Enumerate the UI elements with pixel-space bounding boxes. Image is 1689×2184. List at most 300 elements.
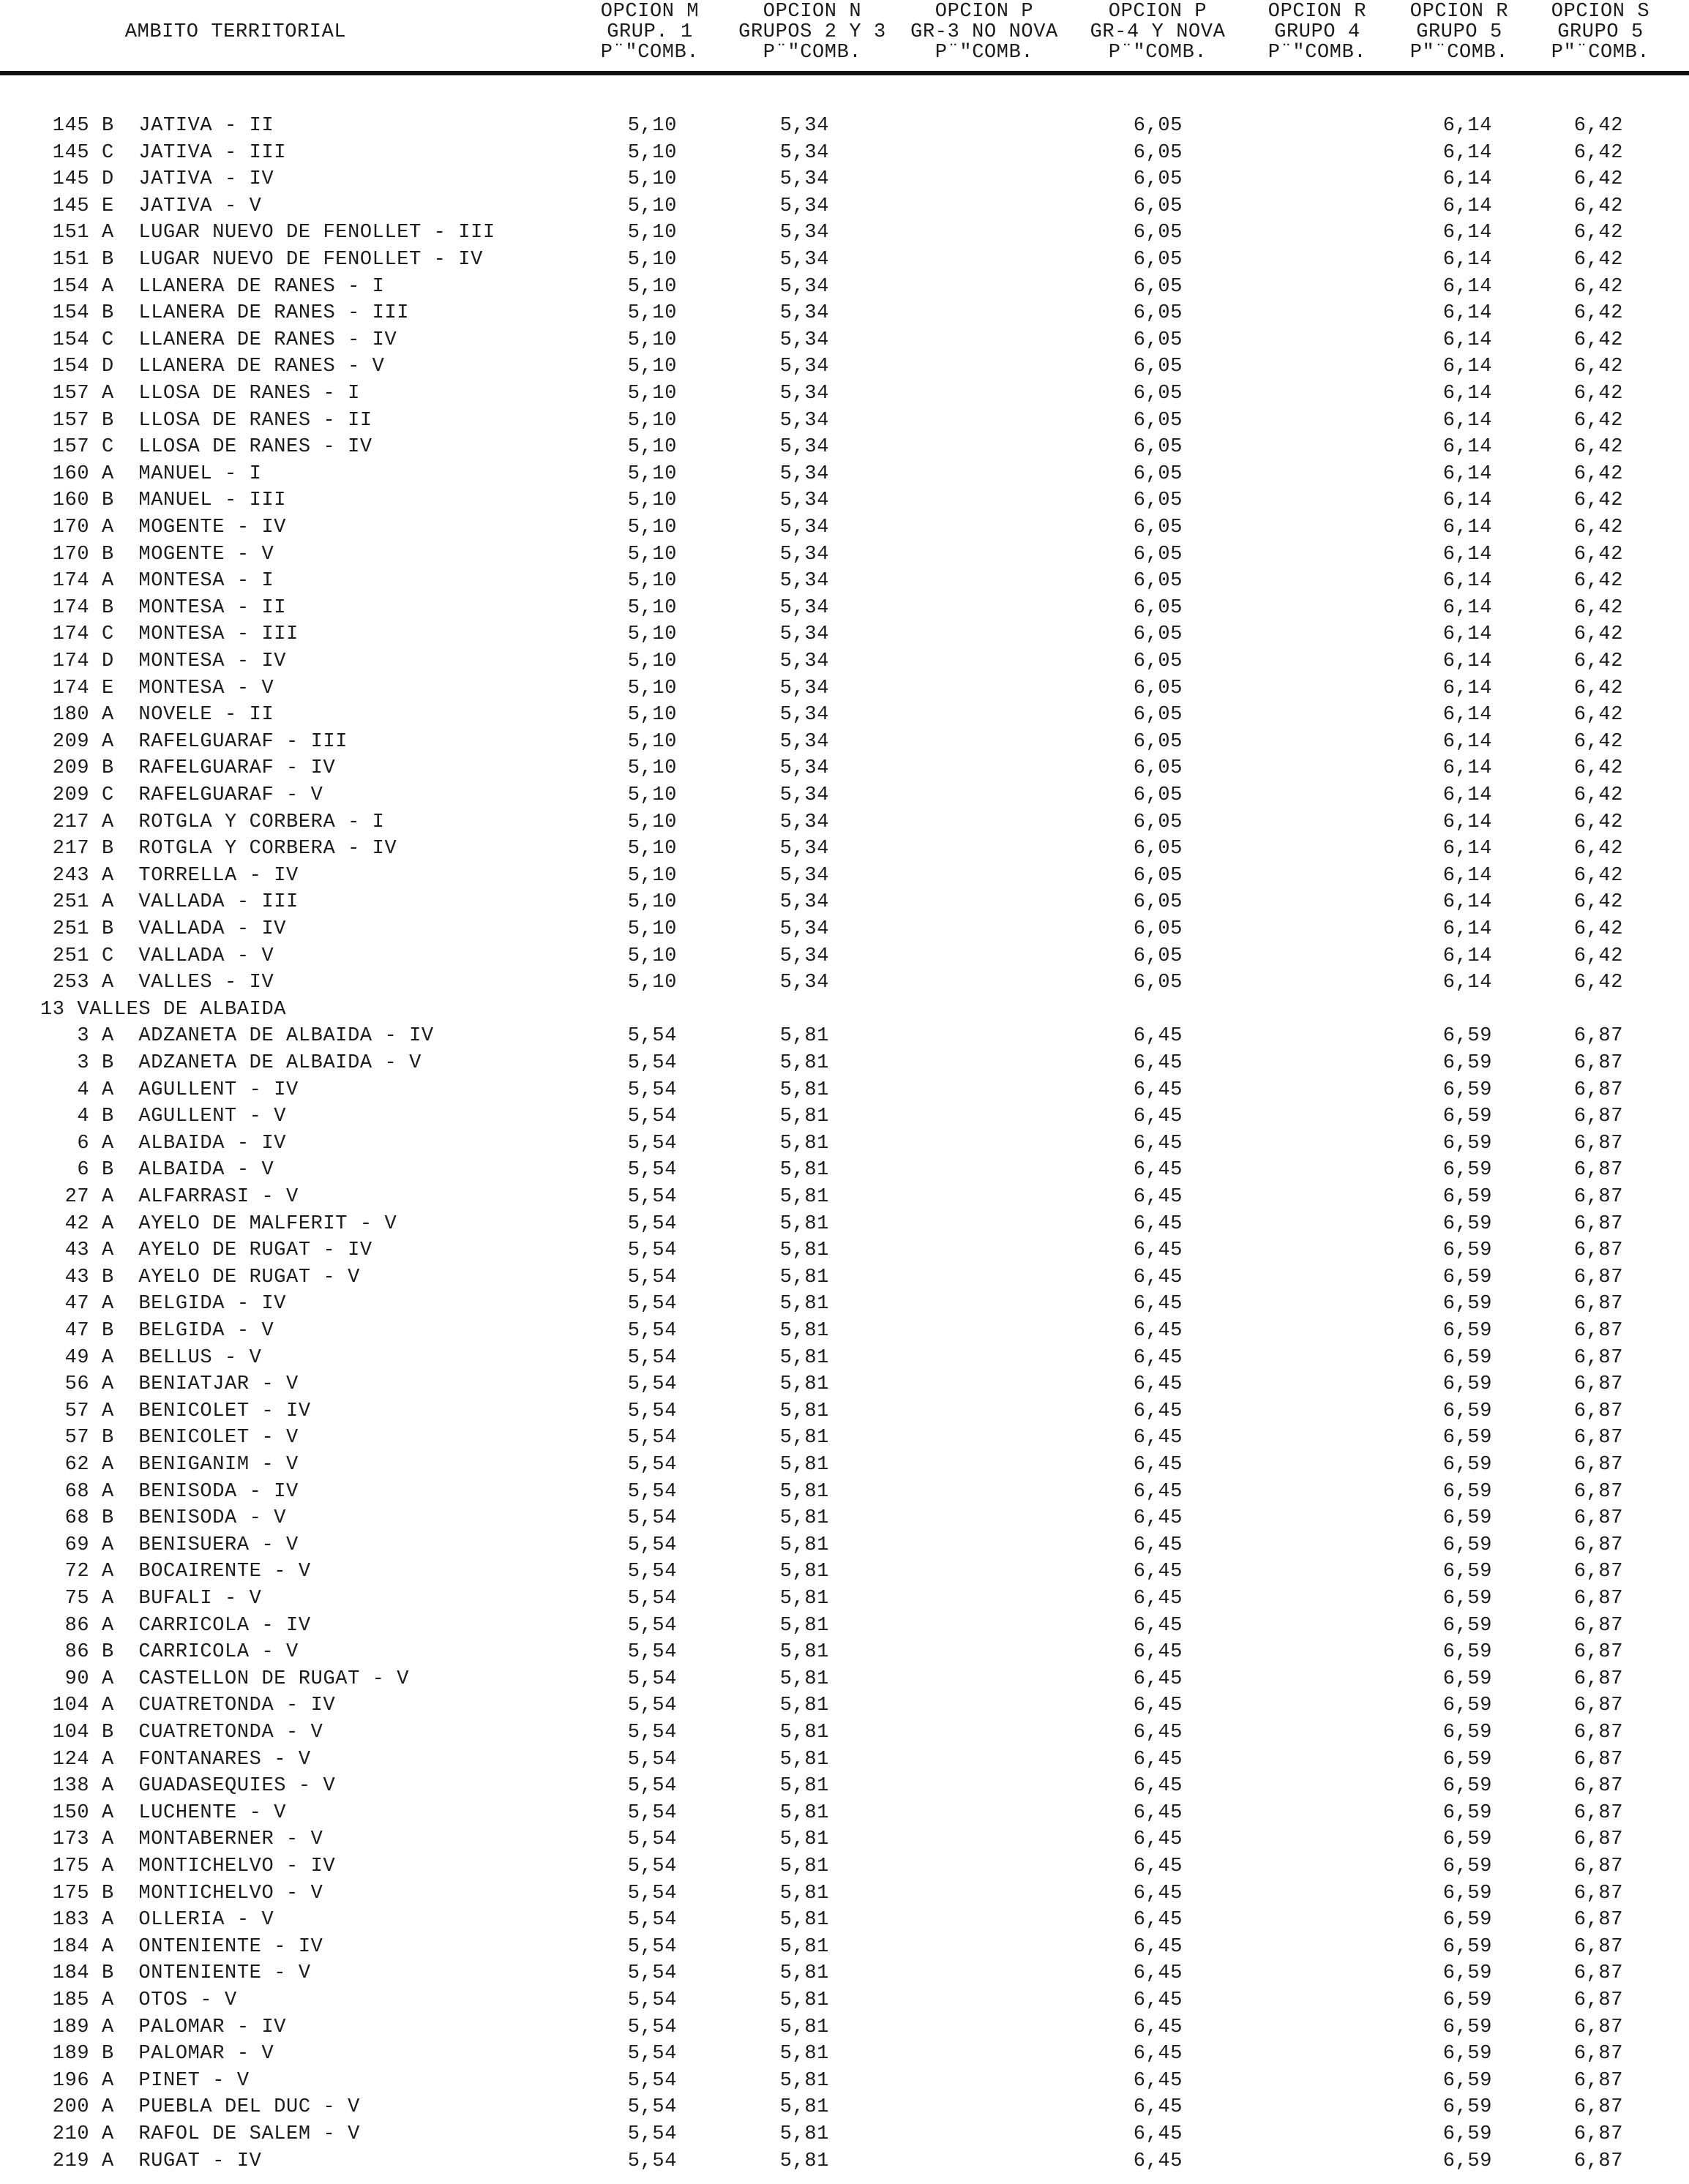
- cell-opcion-s-grupo5: 6,42: [1573, 704, 1623, 727]
- cell-opcion-r-grupo5: 6,59: [1442, 1132, 1492, 1155]
- row-label: 47 A BELGIDA - IV: [40, 1293, 287, 1316]
- row-label: 184 B ONTENIENTE - V: [40, 1962, 311, 1985]
- cell-opcion-p-gr4-y-nova: 6,05: [1133, 891, 1183, 914]
- cell-opcion-s-grupo5: 6,87: [1573, 2123, 1623, 2145]
- cell-opcion-p-gr4-y-nova: 6,45: [1133, 1159, 1183, 1182]
- section-label: 13 VALLES DE ALBAIDA: [40, 998, 287, 1021]
- cell-opcion-n-grupos-2-3: 5,34: [779, 543, 829, 566]
- cell-opcion-p-gr4-y-nova: 6,45: [1133, 1935, 1183, 1958]
- cell-opcion-s-grupo5: 6,42: [1573, 517, 1623, 539]
- cell-opcion-p-gr4-y-nova: 6,05: [1133, 704, 1183, 727]
- cell-opcion-r-grupo5: 6,14: [1442, 972, 1492, 994]
- cell-opcion-n-grupos-2-3: 5,81: [779, 1695, 829, 1717]
- cell-opcion-m-grup1: 5,54: [627, 1293, 677, 1316]
- table-row: [0, 864, 1689, 889]
- cell-opcion-r-grupo5: 6,14: [1442, 570, 1492, 593]
- cell-opcion-r-grupo5: 6,14: [1442, 838, 1492, 860]
- cell-opcion-n-grupos-2-3: 5,81: [779, 1722, 829, 1744]
- row-label: 200 A PUEBLA DEL DUC - V: [40, 2096, 360, 2119]
- table-row: [0, 1748, 1689, 1773]
- row-label: 173 A MONTABERNER - V: [40, 1828, 323, 1851]
- column-header-line2: GRUPO 5: [1557, 21, 1644, 43]
- cell-opcion-n-grupos-2-3: 5,34: [779, 596, 829, 619]
- cell-opcion-m-grup1: 5,54: [627, 1855, 677, 1877]
- cell-opcion-m-grup1: 5,54: [627, 1427, 677, 1449]
- table-row: [0, 1132, 1689, 1157]
- column-header-line2: GRUPOS 2 Y 3: [738, 21, 886, 43]
- cell-opcion-p-gr4-y-nova: 6,45: [1133, 1480, 1183, 1503]
- cell-opcion-p-gr4-y-nova: 6,45: [1133, 1614, 1183, 1637]
- cell-opcion-p-gr4-y-nova: 6,45: [1133, 1962, 1183, 1985]
- row-label: 150 A LUCHENTE - V: [40, 1801, 287, 1824]
- table-row: [0, 2016, 1689, 2041]
- table-row: [0, 2069, 1689, 2094]
- cell-opcion-n-grupos-2-3: 5,81: [779, 1427, 829, 1449]
- table-row: [0, 1506, 1689, 1531]
- table-row: [0, 1453, 1689, 1478]
- column-header-line3: P¨"COMB.: [1108, 42, 1207, 64]
- cell-opcion-r-grupo5: 6,14: [1442, 784, 1492, 806]
- cell-opcion-m-grup1: 5,10: [627, 704, 677, 727]
- cell-opcion-p-gr4-y-nova: 6,05: [1133, 249, 1183, 271]
- cell-opcion-r-grupo5: 6,59: [1442, 2016, 1492, 2038]
- table-row: [0, 1051, 1689, 1076]
- table-row: [0, 1614, 1689, 1639]
- row-label: 217 B ROTGLA Y CORBERA - IV: [40, 838, 397, 860]
- row-label: 174 B MONTESA - II: [40, 596, 287, 619]
- cell-opcion-m-grup1: 5,10: [627, 329, 677, 351]
- cell-opcion-p-gr4-y-nova: 6,45: [1133, 1052, 1183, 1074]
- cell-opcion-m-grup1: 5,10: [627, 141, 677, 164]
- cell-opcion-r-grupo5: 6,59: [1442, 1266, 1492, 1288]
- cell-opcion-r-grupo5: 6,59: [1442, 1052, 1492, 1074]
- cell-opcion-n-grupos-2-3: 5,81: [779, 1454, 829, 1476]
- cell-opcion-r-grupo5: 6,14: [1442, 462, 1492, 485]
- cell-opcion-m-grup1: 5,10: [627, 115, 677, 137]
- cell-opcion-m-grup1: 5,10: [627, 838, 677, 860]
- cell-opcion-p-gr4-y-nova: 6,05: [1133, 918, 1183, 940]
- row-label: 6 B ALBAIDA - V: [40, 1159, 274, 1182]
- cell-opcion-s-grupo5: 6,42: [1573, 302, 1623, 325]
- cell-opcion-m-grup1: 5,54: [627, 1373, 677, 1396]
- cell-opcion-s-grupo5: 6,42: [1573, 275, 1623, 298]
- cell-opcion-m-grup1: 5,54: [627, 1882, 677, 1905]
- cell-opcion-r-grupo5: 6,59: [1442, 1293, 1492, 1316]
- row-label: 47 B BELGIDA - V: [40, 1320, 274, 1342]
- cell-opcion-n-grupos-2-3: 5,34: [779, 115, 829, 137]
- cell-opcion-n-grupos-2-3: 5,34: [779, 409, 829, 432]
- cell-opcion-r-grupo5: 6,59: [1442, 1722, 1492, 1744]
- row-label: 151 B LUGAR NUEVO DE FENOLLET - IV: [40, 249, 483, 271]
- cell-opcion-s-grupo5: 6,87: [1573, 1882, 1623, 1905]
- cell-opcion-p-gr4-y-nova: 6,05: [1133, 115, 1183, 137]
- cell-opcion-s-grupo5: 6,42: [1573, 409, 1623, 432]
- cell-opcion-n-grupos-2-3: 5,34: [779, 704, 829, 727]
- table-row: [0, 1426, 1689, 1451]
- cell-opcion-m-grup1: 5,54: [627, 1346, 677, 1369]
- cell-opcion-p-gr4-y-nova: 6,45: [1133, 1667, 1183, 1690]
- cell-opcion-n-grupos-2-3: 5,34: [779, 570, 829, 593]
- row-label: 43 B AYELO DE RUGAT - V: [40, 1266, 360, 1288]
- cell-opcion-s-grupo5: 6,87: [1573, 1909, 1623, 1932]
- cell-opcion-p-gr4-y-nova: 6,45: [1133, 1801, 1183, 1824]
- cell-opcion-n-grupos-2-3: 5,34: [779, 891, 829, 914]
- row-label: 251 C VALLADA - V: [40, 945, 274, 967]
- row-label: 151 A LUGAR NUEVO DE FENOLLET - III: [40, 222, 495, 244]
- cell-opcion-r-grupo5: 6,59: [1442, 1078, 1492, 1101]
- column-header-line1: OPCION N: [763, 1, 862, 23]
- table-row: [0, 275, 1689, 300]
- cell-opcion-n-grupos-2-3: 5,81: [779, 1212, 829, 1235]
- table-row: [0, 2150, 1689, 2174]
- cell-opcion-r-grupo5: 6,14: [1442, 356, 1492, 378]
- cell-opcion-m-grup1: 5,10: [627, 811, 677, 833]
- table-row: [0, 1105, 1689, 1130]
- cell-opcion-r-grupo5: 6,59: [1442, 1561, 1492, 1583]
- cell-opcion-r-grupo5: 6,59: [1442, 1909, 1492, 1932]
- row-label: 104 B CUATRETONDA - V: [40, 1722, 323, 1744]
- cell-opcion-m-grup1: 5,10: [627, 596, 677, 619]
- cell-opcion-r-grupo5: 6,14: [1442, 222, 1492, 244]
- cell-opcion-r-grupo5: 6,14: [1442, 596, 1492, 619]
- cell-opcion-n-grupos-2-3: 5,81: [779, 1186, 829, 1208]
- cell-opcion-m-grup1: 5,54: [627, 1828, 677, 1851]
- cell-opcion-r-grupo5: 6,59: [1442, 1962, 1492, 1985]
- cell-opcion-m-grup1: 5,54: [627, 1695, 677, 1717]
- cell-opcion-p-gr4-y-nova: 6,05: [1133, 329, 1183, 351]
- cell-opcion-p-gr4-y-nova: 6,05: [1133, 677, 1183, 699]
- cell-opcion-p-gr4-y-nova: 6,05: [1133, 596, 1183, 619]
- cell-opcion-m-grup1: 5,10: [627, 543, 677, 566]
- row-label: 219 A RUGAT - IV: [40, 2150, 262, 2172]
- cell-opcion-p-gr4-y-nova: 6,45: [1133, 1722, 1183, 1744]
- cell-opcion-p-gr4-y-nova: 6,45: [1133, 2096, 1183, 2119]
- cell-opcion-p-gr4-y-nova: 6,45: [1133, 1320, 1183, 1342]
- table-row: [0, 757, 1689, 781]
- row-label: 124 A FONTANARES - V: [40, 1748, 311, 1771]
- table-row: [0, 971, 1689, 996]
- cell-opcion-s-grupo5: 6,42: [1573, 329, 1623, 351]
- cell-opcion-r-grupo5: 6,59: [1442, 1588, 1492, 1610]
- cell-opcion-m-grup1: 5,10: [627, 784, 677, 806]
- cell-opcion-p-gr4-y-nova: 6,05: [1133, 302, 1183, 325]
- cell-opcion-n-grupos-2-3: 5,81: [779, 1801, 829, 1824]
- row-label: 174 A MONTESA - I: [40, 570, 274, 593]
- column-header-line3: P¨"COMB.: [1267, 42, 1367, 64]
- table-row: [0, 677, 1689, 702]
- cell-opcion-p-gr4-y-nova: 6,05: [1133, 141, 1183, 164]
- cell-opcion-s-grupo5: 6,42: [1573, 489, 1623, 512]
- cell-opcion-n-grupos-2-3: 5,34: [779, 141, 829, 164]
- row-label: 184 A ONTENIENTE - IV: [40, 1935, 323, 1958]
- table-row: [0, 1721, 1689, 1746]
- cell-opcion-n-grupos-2-3: 5,34: [779, 972, 829, 994]
- cell-opcion-m-grup1: 5,54: [627, 1534, 677, 1556]
- cell-opcion-r-grupo5: 6,14: [1442, 409, 1492, 432]
- row-label: 209 B RAFELGUARAF - IV: [40, 757, 336, 780]
- table-row: [0, 945, 1689, 969]
- cell-opcion-p-gr4-y-nova: 6,45: [1133, 2150, 1183, 2172]
- cell-opcion-m-grup1: 5,54: [627, 1186, 677, 1208]
- table-row: [0, 2123, 1689, 2147]
- cell-opcion-s-grupo5: 6,42: [1573, 945, 1623, 967]
- cell-opcion-s-grupo5: 6,42: [1573, 891, 1623, 914]
- cell-opcion-n-grupos-2-3: 5,81: [779, 1828, 829, 1851]
- row-label: 209 A RAFELGUARAF - III: [40, 730, 348, 753]
- cell-opcion-n-grupos-2-3: 5,34: [779, 757, 829, 780]
- cell-opcion-n-grupos-2-3: 5,81: [779, 2150, 829, 2172]
- cell-opcion-r-grupo5: 6,14: [1442, 677, 1492, 699]
- cell-opcion-p-gr4-y-nova: 6,05: [1133, 730, 1183, 753]
- cell-opcion-s-grupo5: 6,87: [1573, 1507, 1623, 1530]
- cell-opcion-r-grupo5: 6,59: [1442, 1454, 1492, 1476]
- row-label: 104 A CUATRETONDA - IV: [40, 1695, 336, 1717]
- cell-opcion-m-grup1: 5,10: [627, 918, 677, 940]
- cell-opcion-n-grupos-2-3: 5,34: [779, 329, 829, 351]
- cell-opcion-s-grupo5: 6,42: [1573, 115, 1623, 137]
- cell-opcion-s-grupo5: 6,87: [1573, 1989, 1623, 2011]
- cell-opcion-p-gr4-y-nova: 6,05: [1133, 757, 1183, 780]
- cell-opcion-s-grupo5: 6,87: [1573, 1722, 1623, 1744]
- table-row: [0, 114, 1689, 139]
- cell-opcion-m-grup1: 5,54: [627, 1132, 677, 1155]
- section-header-row: [0, 998, 1689, 1023]
- table-row: [0, 489, 1689, 514]
- cell-opcion-s-grupo5: 6,87: [1573, 2016, 1623, 2038]
- cell-opcion-r-grupo5: 6,59: [1442, 1346, 1492, 1369]
- cell-opcion-m-grup1: 5,54: [627, 1588, 677, 1610]
- cell-opcion-n-grupos-2-3: 5,81: [779, 1266, 829, 1288]
- cell-opcion-m-grup1: 5,10: [627, 302, 677, 325]
- cell-opcion-r-grupo5: 6,14: [1442, 436, 1492, 459]
- cell-opcion-m-grup1: 5,54: [627, 1748, 677, 1771]
- table-row: [0, 703, 1689, 728]
- cell-opcion-p-gr4-y-nova: 6,05: [1133, 275, 1183, 298]
- cell-opcion-m-grup1: 5,10: [627, 891, 677, 914]
- cell-opcion-m-grup1: 5,10: [627, 623, 677, 646]
- row-label: 68 B BENISODA - V: [40, 1507, 287, 1530]
- cell-opcion-p-gr4-y-nova: 6,45: [1133, 1427, 1183, 1449]
- cell-opcion-n-grupos-2-3: 5,81: [779, 1480, 829, 1503]
- row-label: 154 B LLANERA DE RANES - III: [40, 302, 410, 325]
- row-label: 90 A CASTELLON DE RUGAT - V: [40, 1667, 410, 1690]
- table-row: [0, 890, 1689, 915]
- cell-opcion-m-grup1: 5,10: [627, 730, 677, 753]
- column-header-line1: OPCION M: [600, 1, 700, 23]
- cell-opcion-n-grupos-2-3: 5,81: [779, 1106, 829, 1128]
- cell-opcion-p-gr4-y-nova: 6,05: [1133, 784, 1183, 806]
- cell-opcion-s-grupo5: 6,42: [1573, 596, 1623, 619]
- row-label: 157 B LLOSA DE RANES - II: [40, 409, 372, 432]
- cell-opcion-m-grup1: 5,54: [627, 1775, 677, 1798]
- table-row: [0, 837, 1689, 862]
- cell-opcion-r-grupo5: 6,14: [1442, 543, 1492, 566]
- cell-opcion-s-grupo5: 6,42: [1573, 570, 1623, 593]
- row-label: 145 C JATIVA - III: [40, 141, 287, 164]
- cell-opcion-n-grupos-2-3: 5,81: [779, 1159, 829, 1182]
- cell-opcion-n-grupos-2-3: 5,81: [779, 1507, 829, 1530]
- row-label: 49 A BELLUS - V: [40, 1346, 262, 1369]
- table-row: [0, 1882, 1689, 1907]
- cell-opcion-p-gr4-y-nova: 6,45: [1133, 2043, 1183, 2065]
- cell-opcion-s-grupo5: 6,87: [1573, 1078, 1623, 1101]
- row-label: 69 A BENISUERA - V: [40, 1534, 299, 1556]
- cell-opcion-s-grupo5: 6,87: [1573, 2043, 1623, 2065]
- cell-opcion-m-grup1: 5,54: [627, 1239, 677, 1262]
- cell-opcion-r-grupo5: 6,14: [1442, 623, 1492, 646]
- cell-opcion-s-grupo5: 6,87: [1573, 1454, 1623, 1476]
- cell-opcion-r-grupo5: 6,59: [1442, 2043, 1492, 2065]
- cell-opcion-s-grupo5: 6,42: [1573, 677, 1623, 699]
- cell-opcion-s-grupo5: 6,87: [1573, 1025, 1623, 1048]
- cell-opcion-r-grupo5: 6,59: [1442, 1534, 1492, 1556]
- cell-opcion-s-grupo5: 6,42: [1573, 462, 1623, 485]
- table-row: [0, 1774, 1689, 1799]
- cell-opcion-r-grupo5: 6,14: [1442, 730, 1492, 753]
- cell-opcion-m-grup1: 5,10: [627, 249, 677, 271]
- cell-opcion-m-grup1: 5,54: [627, 1400, 677, 1422]
- table-row: [0, 1667, 1689, 1692]
- table-row: [0, 730, 1689, 755]
- cell-opcion-s-grupo5: 6,42: [1573, 249, 1623, 271]
- cell-opcion-m-grup1: 5,10: [627, 864, 677, 887]
- table-row: [0, 1373, 1689, 1397]
- row-label: 43 A AYELO DE RUGAT - IV: [40, 1239, 372, 1262]
- row-label: 86 B CARRICOLA - V: [40, 1641, 299, 1664]
- cell-opcion-r-grupo5: 6,59: [1442, 1695, 1492, 1717]
- cell-opcion-s-grupo5: 6,87: [1573, 1159, 1623, 1182]
- row-label: 145 D JATIVA - IV: [40, 168, 274, 191]
- cell-opcion-p-gr4-y-nova: 6,45: [1133, 1106, 1183, 1128]
- cell-opcion-m-grup1: 5,54: [627, 1480, 677, 1503]
- cell-opcion-n-grupos-2-3: 5,81: [779, 1641, 829, 1664]
- row-label: 3 A ADZANETA DE ALBAIDA - IV: [40, 1025, 434, 1048]
- table-row: [0, 543, 1689, 568]
- row-label: 196 A PINET - V: [40, 2069, 250, 2092]
- cell-opcion-p-gr4-y-nova: 6,05: [1133, 356, 1183, 378]
- cell-opcion-s-grupo5: 6,87: [1573, 1373, 1623, 1396]
- cell-opcion-s-grupo5: 6,42: [1573, 356, 1623, 378]
- table-row: [0, 1828, 1689, 1853]
- row-label: 183 A OLLERIA - V: [40, 1909, 274, 1932]
- table-row: [0, 784, 1689, 808]
- column-header-line2: GRUPO 4: [1274, 21, 1360, 43]
- cell-opcion-m-grup1: 5,54: [627, 1212, 677, 1235]
- cell-opcion-s-grupo5: 6,87: [1573, 1239, 1623, 1262]
- cell-opcion-p-gr4-y-nova: 6,45: [1133, 1775, 1183, 1798]
- cell-opcion-s-grupo5: 6,87: [1573, 1641, 1623, 1664]
- cell-opcion-m-grup1: 5,54: [627, 1507, 677, 1530]
- cell-opcion-m-grup1: 5,54: [627, 1052, 677, 1074]
- cell-opcion-r-grupo5: 6,59: [1442, 1106, 1492, 1128]
- table-row: [0, 195, 1689, 219]
- cell-opcion-n-grupos-2-3: 5,34: [779, 918, 829, 940]
- cell-opcion-r-grupo5: 6,14: [1442, 195, 1492, 217]
- cell-opcion-s-grupo5: 6,87: [1573, 2150, 1623, 2172]
- cell-opcion-m-grup1: 5,10: [627, 275, 677, 298]
- row-label: 170 A MOGENTE - IV: [40, 517, 287, 539]
- cell-opcion-p-gr4-y-nova: 6,45: [1133, 1454, 1183, 1476]
- row-label: 253 A VALLES - IV: [40, 972, 274, 994]
- cell-opcion-r-grupo5: 6,14: [1442, 864, 1492, 887]
- column-header-line1: OPCION R: [1267, 1, 1367, 23]
- cell-opcion-n-grupos-2-3: 5,81: [779, 1775, 829, 1798]
- cell-opcion-m-grup1: 5,54: [627, 2016, 677, 2038]
- column-header-line2: GR-4 Y NOVA: [1090, 21, 1226, 43]
- cell-opcion-p-gr4-y-nova: 6,45: [1133, 1346, 1183, 1369]
- cell-opcion-m-grup1: 5,54: [627, 2096, 677, 2119]
- cell-opcion-m-grup1: 5,54: [627, 1989, 677, 2011]
- cell-opcion-m-grup1: 5,10: [627, 383, 677, 405]
- cell-opcion-p-gr4-y-nova: 6,45: [1133, 1132, 1183, 1155]
- cell-opcion-n-grupos-2-3: 5,81: [779, 1373, 829, 1396]
- row-label: 175 A MONTICHELVO - IV: [40, 1855, 336, 1877]
- cell-opcion-p-gr4-y-nova: 6,05: [1133, 864, 1183, 887]
- cell-opcion-m-grup1: 5,54: [627, 1909, 677, 1932]
- row-label: 185 A OTOS - V: [40, 1989, 237, 2011]
- cell-opcion-r-grupo5: 6,59: [1442, 1025, 1492, 1048]
- cell-opcion-n-grupos-2-3: 5,34: [779, 811, 829, 833]
- cell-opcion-p-gr4-y-nova: 6,05: [1133, 972, 1183, 994]
- cell-opcion-n-grupos-2-3: 5,34: [779, 168, 829, 191]
- cell-opcion-s-grupo5: 6,42: [1573, 141, 1623, 164]
- row-label: 138 A GUADASEQUIES - V: [40, 1775, 336, 1798]
- row-label: 27 A ALFARRASI - V: [40, 1186, 299, 1208]
- row-label: 145 E JATIVA - V: [40, 195, 262, 217]
- cell-opcion-r-grupo5: 6,14: [1442, 168, 1492, 191]
- cell-opcion-r-grupo5: 6,59: [1442, 1935, 1492, 1958]
- cell-opcion-r-grupo5: 6,59: [1442, 1186, 1492, 1208]
- cell-opcion-m-grup1: 5,54: [627, 1962, 677, 1985]
- cell-opcion-p-gr4-y-nova: 6,45: [1133, 1507, 1183, 1530]
- row-label: 217 A ROTGLA Y CORBERA - I: [40, 811, 385, 833]
- cell-opcion-p-gr4-y-nova: 6,45: [1133, 1748, 1183, 1771]
- cell-opcion-p-gr4-y-nova: 6,45: [1133, 1882, 1183, 1905]
- cell-opcion-p-gr4-y-nova: 6,05: [1133, 838, 1183, 860]
- table-row: [0, 650, 1689, 675]
- row-label: 174 C MONTESA - III: [40, 623, 299, 646]
- cell-opcion-r-grupo5: 6,59: [1442, 1212, 1492, 1235]
- cell-opcion-n-grupos-2-3: 5,81: [779, 1293, 829, 1316]
- cell-opcion-s-grupo5: 6,42: [1573, 864, 1623, 887]
- cell-opcion-s-grupo5: 6,87: [1573, 1212, 1623, 1235]
- cell-opcion-m-grup1: 5,10: [627, 409, 677, 432]
- row-label: 189 B PALOMAR - V: [40, 2043, 274, 2065]
- table-row: [0, 1587, 1689, 1612]
- cell-opcion-r-grupo5: 6,59: [1442, 1855, 1492, 1877]
- cell-opcion-s-grupo5: 6,87: [1573, 1106, 1623, 1128]
- cell-opcion-m-grup1: 5,54: [627, 1722, 677, 1744]
- row-label: 4 B AGULLENT - V: [40, 1106, 287, 1128]
- cell-opcion-m-grup1: 5,54: [627, 1106, 677, 1128]
- cell-opcion-s-grupo5: 6,87: [1573, 1801, 1623, 1824]
- cell-opcion-m-grup1: 5,10: [627, 356, 677, 378]
- table-row: [0, 1346, 1689, 1371]
- cell-opcion-r-grupo5: 6,59: [1442, 1239, 1492, 1262]
- table-row: [0, 516, 1689, 541]
- cell-opcion-p-gr4-y-nova: 6,45: [1133, 1534, 1183, 1556]
- cell-opcion-r-grupo5: 6,59: [1442, 2150, 1492, 2172]
- table-row: [0, 1292, 1689, 1317]
- cell-opcion-m-grup1: 5,10: [627, 462, 677, 485]
- cell-opcion-m-grup1: 5,54: [627, 2123, 677, 2145]
- cell-opcion-r-grupo5: 6,59: [1442, 2123, 1492, 2145]
- cell-opcion-n-grupos-2-3: 5,81: [779, 1962, 829, 1985]
- row-label: 157 A LLOSA DE RANES - I: [40, 383, 360, 405]
- cell-opcion-s-grupo5: 6,87: [1573, 1186, 1623, 1208]
- row-label: 62 A BENIGANIM - V: [40, 1454, 299, 1476]
- cell-opcion-s-grupo5: 6,87: [1573, 1695, 1623, 1717]
